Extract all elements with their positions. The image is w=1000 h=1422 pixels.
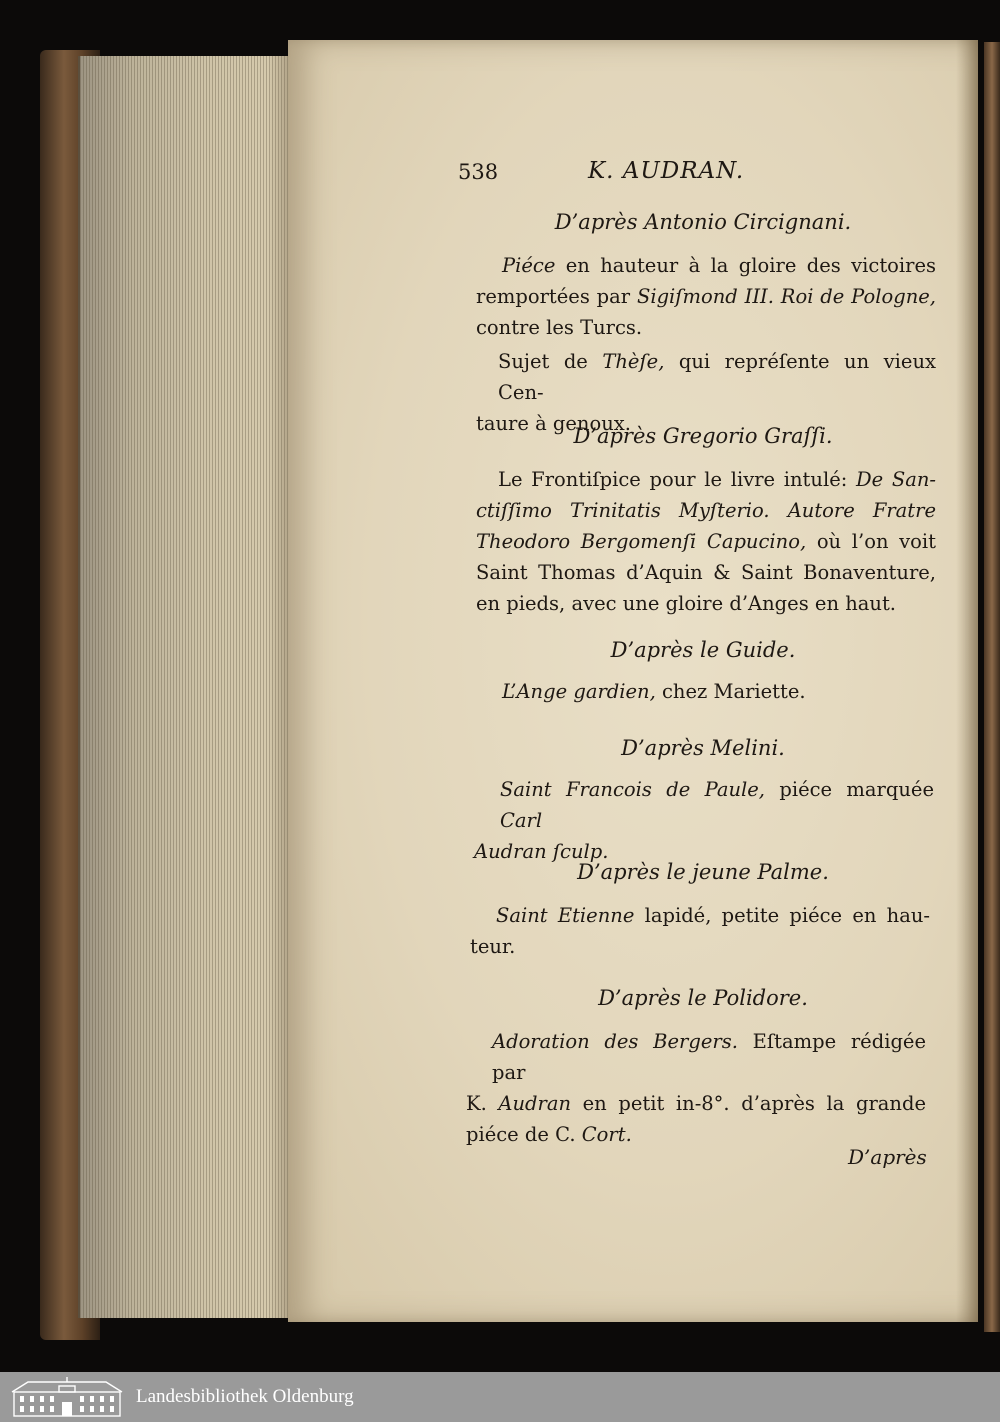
paragraph [476, 250, 936, 343]
text-line [476, 464, 936, 495]
text-span: Saint Thomas d’Aquin & Saint Bonaventure, [476, 561, 936, 584]
text-line [476, 250, 936, 281]
text-span: lapidé, petite piéce en hau- [634, 904, 931, 927]
text-line [470, 900, 930, 931]
text-span: en hauteur à la gloire des victoires [555, 254, 936, 277]
text-span: Sujet de [498, 350, 603, 373]
library-footer-bar [0, 1372, 1000, 1422]
text-span: taure à genoux. [476, 412, 631, 435]
text-line [476, 526, 936, 557]
text-span: Cort. [581, 1123, 632, 1146]
text-line [470, 931, 930, 962]
paragraph [466, 1026, 926, 1150]
text-line [476, 588, 936, 619]
text-span: Adoration des Bergers. [492, 1030, 738, 1053]
text-span: Sigiſmond III. Roi de Pologne, [636, 285, 936, 308]
text-line [476, 346, 936, 408]
catchword: D’après [848, 1145, 927, 1169]
section-heading: D’après Antonio Circignani. [554, 210, 852, 234]
section-heading: D’après le jeune Palme. [577, 860, 829, 884]
library-building-logo [8, 1376, 126, 1418]
text-span: Piéce [502, 254, 556, 277]
text-line [474, 774, 934, 836]
text-span: piéce marquée [765, 778, 934, 801]
text-line [476, 495, 936, 526]
text-line [476, 557, 936, 588]
text-span: De San- [856, 468, 936, 491]
paragraph [470, 900, 930, 962]
text-span: Theodoro Bergomenſi Capucino, [476, 530, 807, 553]
text-line [476, 676, 936, 707]
text-span: Carl [500, 809, 543, 832]
book-cover-right [984, 42, 1000, 1332]
text-span: remportées par [476, 285, 637, 308]
text-span: Le Frontiſpice pour le livre intulé: [498, 468, 856, 491]
text-span: contre les Turcs. [476, 316, 643, 339]
text-span: K. [466, 1092, 499, 1115]
text-line [476, 281, 936, 312]
paragraph [474, 774, 934, 867]
text-line [466, 1088, 926, 1119]
text-span: Audran [498, 1092, 572, 1115]
text-span: ctiſſimo Trinitatis Myſterio. Autore Fratre [476, 499, 936, 522]
text-span: en pieds, avec une gloire d’Anges en haut. [476, 592, 896, 615]
page-block-edges [78, 56, 292, 1318]
text-span: Eſtampe rédigée par [492, 1030, 927, 1084]
text-span: qui repréſente un vieux Cen- [498, 350, 936, 404]
text-span: Saint Francois de Paule, [500, 778, 766, 801]
paragraph [476, 676, 936, 707]
page-number: 538 [458, 160, 499, 184]
page-gutter-shadow [956, 40, 978, 1322]
library-name: Landesbibliothek Oldenburg [136, 1386, 354, 1407]
text-line [476, 312, 936, 343]
paragraph [476, 464, 936, 619]
text-line [466, 1026, 926, 1088]
section-heading: D’après le Polidore. [598, 986, 808, 1010]
book-page [288, 40, 978, 1322]
text-span: L’Ange gardien, [502, 680, 656, 703]
text-span: Audran ſculp. [474, 840, 609, 863]
text-span: en petit in-8°. d’après la grande [571, 1092, 927, 1115]
text-span: Saint Etienne [496, 904, 635, 927]
text-span: Thèſe, [602, 350, 665, 373]
section-heading: D’après le Guide. [610, 638, 796, 662]
text-span: teur. [470, 935, 516, 958]
running-head: K. AUDRAN. [588, 158, 745, 184]
section-heading: D’après Gregorio Graſſi. [573, 424, 833, 448]
section-heading: D’après Melini. [621, 736, 785, 760]
text-span: où l’on voit [806, 530, 936, 553]
text-span: chez Mariette. [655, 680, 806, 703]
text-span: piéce de C. [466, 1123, 582, 1146]
